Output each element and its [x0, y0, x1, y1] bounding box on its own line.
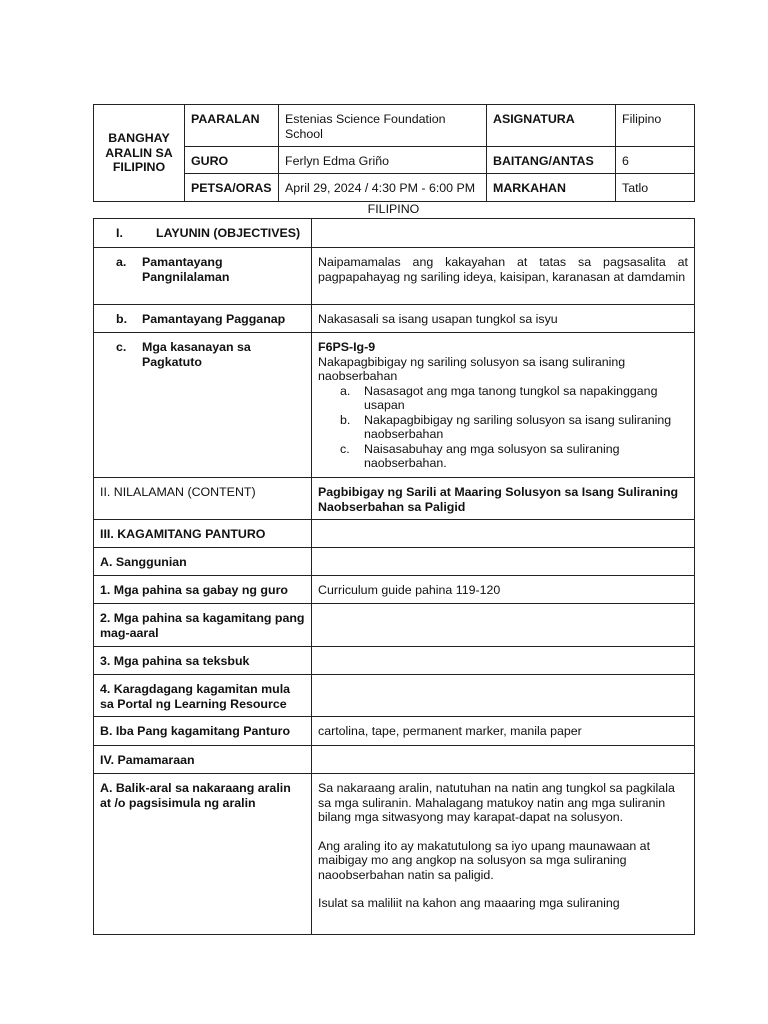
header-table — [93, 104, 695, 202]
objective-c-label: Mga kasanayan sa Pagkatuto — [142, 340, 251, 369]
objective-c-number: c. — [116, 340, 127, 354]
learner-pages-label: 2. Mga pahina sa kagamitang pang mag-aaral — [94, 604, 312, 647]
content-label: II. NILALAMAN (CONTENT) — [94, 478, 312, 520]
review-paragraph-3: Isulat sa maliliit na kahon ang maaaring mga suliraning — [318, 896, 620, 910]
guro-label: GURO — [185, 147, 279, 174]
review-paragraph-2: Ang araling ito ay makatutulong sa iyo upang maunawaan at maibigay mo ang angkop na solusyon sa mga suliraning naoobserbahan natin sa paligid. — [318, 838, 651, 882]
procedure-label: IV. Pamamaraan — [94, 746, 312, 774]
objective-b-text: Nakasasali sa isang usapan tungkol sa isyu — [312, 305, 695, 333]
lr-portal-row — [94, 675, 695, 717]
objectives-label: LAYUNIN (OBJECTIVES) — [156, 226, 301, 240]
paaralan-label: PAARALAN — [185, 105, 279, 147]
other-materials-label: B. Iba Pang kagamitang Panturo — [94, 717, 312, 746]
other-materials-text: cartolina, tape, permanent marker, manila paper — [312, 717, 695, 746]
content-row — [94, 478, 695, 520]
objective-c-row — [94, 333, 695, 478]
textbook-pages-label: 3. Mga pahina sa teksbuk — [94, 647, 312, 675]
other-materials-row — [94, 717, 695, 746]
list-item: a. Nasasagot ang mga tanong tungkol sa napakinggang usapan — [340, 383, 658, 412]
objective-a-number: a. — [116, 255, 127, 269]
objective-b-number: b. — [116, 312, 128, 326]
competency-text: Nakapagbibigay ng sariling solusyon sa isang suliraning naobserbahan — [318, 354, 626, 383]
materials-row — [94, 520, 695, 548]
content-text: Pagbibigay ng Sarili at Maaring Solusyon sa Isang Suliraning Naobserbahan sa Paligid — [312, 478, 695, 520]
asignatura-value: Filipino — [616, 105, 695, 147]
baitang-value: 6 — [616, 147, 695, 174]
competency-code: F6PS-Ig-9 — [318, 340, 376, 354]
lesson-plan-table — [93, 218, 695, 935]
document-title: BANGHAY ARALIN SA FILIPINO — [94, 105, 185, 202]
textbook-pages-row — [94, 647, 695, 675]
petsa-value: April 29, 2024 / 4:30 PM - 6:00 PM — [279, 174, 487, 202]
review-paragraph-1: Sa nakaraang aralin, natutuhan na natin ang tungkol sa pagkilala sa mga suliranin. Mahalagang matukoy natin ang mga suliranin bilang mga sitwasyong may karapat-dapat na solusyon. — [318, 781, 675, 824]
objective-a-label: Pamantayang Pangnilalaman — [142, 255, 230, 284]
objective-b-label: Pamantayang Pagganap — [142, 312, 286, 326]
review-row — [94, 774, 695, 935]
objectives-row — [94, 219, 695, 248]
guro-value: Ferlyn Edma Griño — [279, 147, 487, 174]
objective-b-row — [94, 305, 695, 333]
objective-a-row — [94, 248, 695, 305]
procedure-row — [94, 746, 695, 774]
baitang-label: BAITANG/ANTAS — [487, 147, 616, 174]
sanggunian-row — [94, 548, 695, 576]
subject-caption: FILIPINO — [367, 202, 420, 216]
asignatura-label: ASIGNATURA — [487, 105, 616, 147]
lr-portal-label: 4. Karagdagang kagamitan mula sa Portal ng Learning Resource — [94, 675, 312, 717]
guide-pages-label: 1. Mga pahina sa gabay ng guro — [94, 576, 312, 604]
sanggunian-label: A. Sanggunian — [94, 548, 312, 576]
guide-pages-text: Curriculum guide pahina 119-120 — [312, 576, 695, 604]
objective-a-text: Naipamamalas ang kakayahan at tatas sa pagsasalita at pagpapahayag ng sariling ideya, kaisipan, karanasan at damdamin — [312, 248, 695, 305]
petsa-label: PETSA/ORAS — [185, 174, 279, 202]
review-label: A. Balik-aral sa nakaraang aralin at /o pagsisimula ng aralin — [94, 774, 312, 935]
paaralan-value: Estenias Science Foundation School — [279, 105, 487, 147]
competency-list — [318, 384, 688, 471]
list-item: b. Nakapagbibigay ng sariling solusyon sa isang suliraning naobserbahan — [340, 412, 672, 441]
markahan-label: MARKAHAN — [487, 174, 616, 202]
learner-pages-row — [94, 604, 695, 647]
guide-pages-row — [94, 576, 695, 604]
objectives-number: I. — [116, 226, 123, 240]
materials-label: III. KAGAMITANG PANTURO — [94, 520, 312, 548]
markahan-value: Tatlo — [616, 174, 695, 202]
list-item: c. Naisasabuhay ang mga solusyon sa suliraning naobserbahan. — [340, 441, 620, 470]
